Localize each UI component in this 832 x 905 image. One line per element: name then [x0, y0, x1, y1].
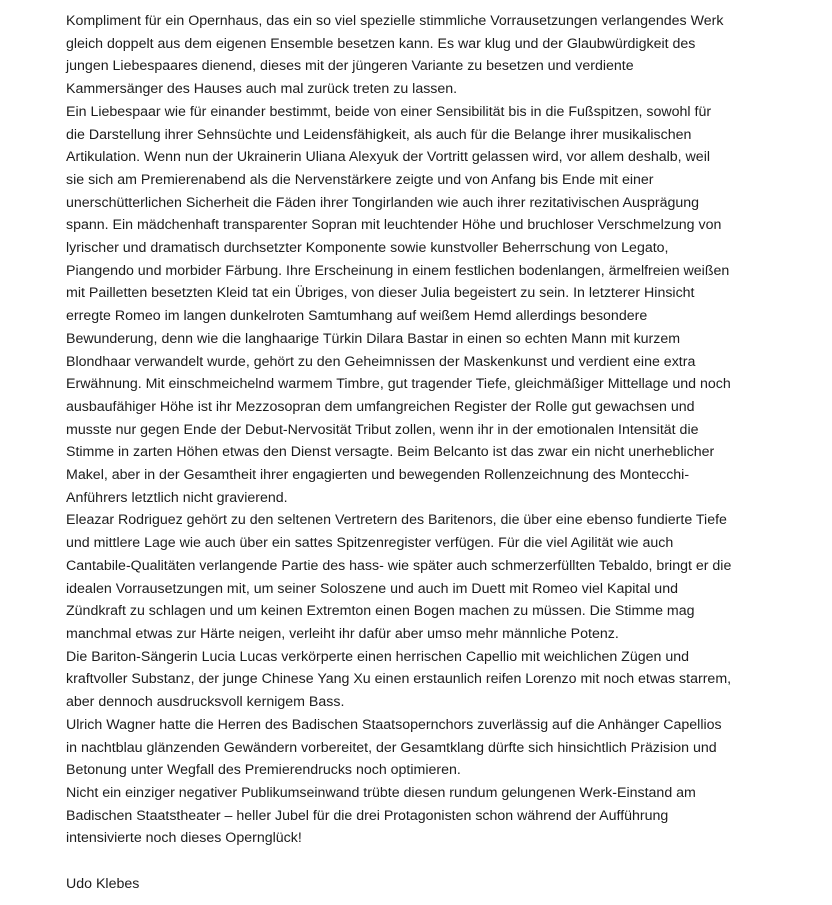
- paragraph: Ulrich Wagner hatte die Herren des Badischen Staatsopernchors zuverlässig auf die Anhänger Capellios in nachtblau glänzenden Gewändern vorbereitet, der Gesamtklang dürfte sich hinsichtlich Präzision und Betonung unter Wegfall des Premierendrucks noch optimieren.: [66, 716, 722, 779]
- paragraph-spacer: [66, 850, 732, 873]
- paragraph: Die Bariton-Sängerin Lucia Lucas verkörperte einen herrischen Capellio mit weichlichen Zügen und kraftvoller Substanz, der junge Chinese Yang Xu einen erstaunlich reifen Lorenzo mit noch etwas starrem, aber dennoch ausdrucksvoll kernigem Bass.: [66, 648, 732, 711]
- paragraph: Nicht ein einziger negativer Publikumseinwand trübte diesen rundum gelungenen Werk-Einstand am Badischen Staatstheater – heller Jubel für die drei Protagonisten schon während der Aufführung intensivierte noch dieses Opernglück!: [66, 784, 696, 847]
- author-signature: Udo Klebes: [66, 875, 140, 892]
- article-body: [66, 10, 732, 895]
- paragraph: Kompliment für ein Opernhaus, das ein so viel spezielle stimmliche Vorrausetzungen verlangendes Werk gleich doppelt aus dem eigenen Ensemble besetzen kann. Es war klug und der Glaubwürdigkeit des jungen Liebespaares dienend, dieses mit der jüngeren Variante zu besetzen und verdiente Kammersänger des Hauses auch mal zurück treten zu lassen.: [66, 13, 724, 98]
- paragraph: Ein Liebespaar wie für einander bestimmt, beide von einer Sensibilität bis in die Fußspitzen, sowohl für die Darstellung ihrer Sehnsüchte und Leidensfähigkeit, als auch für die Belange ihrer musikalischen Artikulation. Wenn nun der Ukrainerin Uliana Alexyuk der Vortritt gelassen wird, vor allem deshalb, weil sie sich am Premierenabend als die Nervenstärkere zeigte und von Anfang bis Ende mit einer unerschütterlichen Sicherheit die Fäden ihrer Tongirlanden wie auch ihrer rezitativischen Ausprägung spann. Ein mädchenhaft transparenter Sopran mit leuchtender Höhe und bruchloser Verschmelzung von lyrischer und dramatisch durchsetzter Komponente sowie kunstvoller Beherrschung von Legato, Piangendo und morbider Färbung. Ihre Erscheinung in einem festlichen bodenlangen, ärmelfreien weißen mit Pailletten besetzten Kleid tat ein Übriges, von dieser Julia begeistert zu sein. In letzterer Hinsicht erregte Romeo im langen dunkelroten Samtumhang auf weißem Hemd allerdings besondere Bewunderung, denn wie die langhaarige Türkin Dilara Bastar in einen so echten Mann mit kurzem Blondhaar verwandelt wurde, gehört zu den Geheimnissen der Maskenkunst und verdient eine extra Erwähnung. Mit einschmeichelnd warmem Timbre, gut tragender Tiefe, gleichmäßiger Mittellage und noch ausbaufähiger Höhe ist ihr Mezzosopran dem umfangreichen Register der Rolle gut gewachsen und musste nur gegen Ende der Debut-Nervosität Tribut zollen, wenn ihr in der emotionalen Intensität die Stimme in zarten Höhen etwas den Dienst versagte. Beim Belcanto ist das zwar ein nicht unerheblicher Makel, aber in der Gesamtheit ihrer engagierten und bewegenden Rollenzeichnung des Montecchi-Anführers letztlich nicht gravierend.: [66, 103, 731, 506]
- paragraph: Eleazar Rodriguez gehört zu den seltenen Vertretern des Baritenors, die über eine ebenso fundierte Tiefe und mittlere Lage wie auch über ein sattes Spitzenregister verfügen. Für die viel Agilität wie auch Cantabile-Qualitäten verlangende Partie des hass- wie später auch schmerzerfüllten Tebaldo, bringt er die idealen Vorrausetzungen mit, um seiner Soloszene und auch im Duett mit Romeo viel Kapital und Zündkraft zu schlagen und um keinen Extremton einen Bogen machen zu müssen. Die Stimme mag manchmal etwas zur Härte neigen, verleiht ihr dafür aber umso mehr männliche Potenz.: [66, 512, 732, 642]
